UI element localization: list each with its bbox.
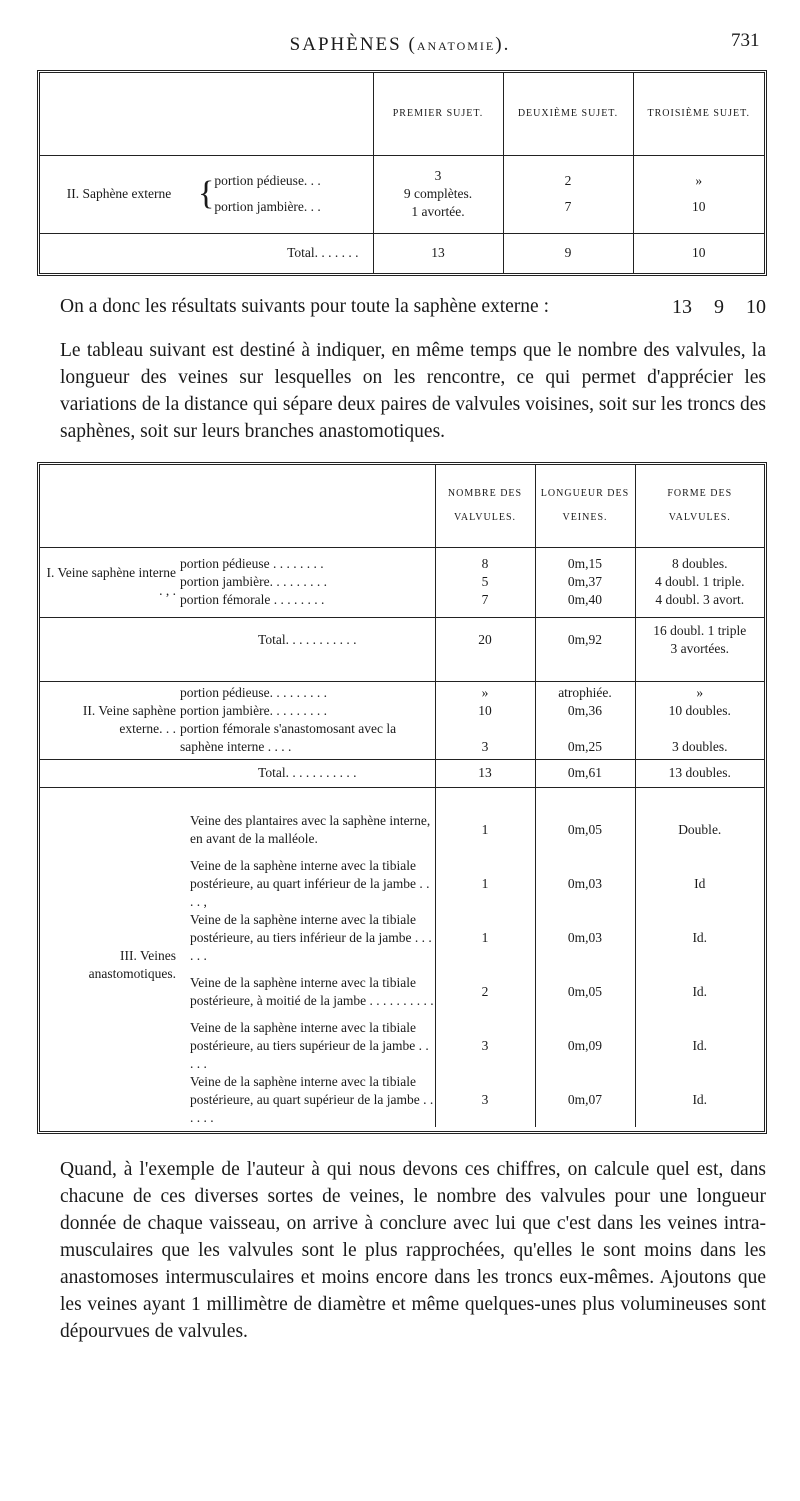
row-label: Veine de la saphène interne avec la tibiale postérieure, au quart supérieur de la jambe . . . . . . (190, 1074, 434, 1125)
result-value: 13 (672, 296, 692, 318)
table-cell (535, 547, 635, 617)
cell-value: » (481, 685, 489, 700)
table-cell (503, 155, 633, 233)
cell-value: atrophiée. (558, 685, 612, 700)
row-label: Veine de la saphène interne avec la tibiale postérieure, au tiers supérieur de la jambe . . . . . (190, 1020, 429, 1071)
page-number: 731 (731, 30, 760, 51)
cell-value: 5 (481, 574, 489, 589)
cell-value: Id. (635, 965, 764, 1019)
group-label-veines-anastomotiques: III. Veines anastomotiques. (88, 948, 176, 981)
cell-value: 1 avortée. (411, 204, 465, 219)
cell-value: 2 (564, 173, 572, 188)
cell-value: Id. (635, 1019, 764, 1073)
row-label: portion jambière. . . (214, 199, 321, 214)
cell-value: 8 (481, 556, 489, 571)
total-value: 13 doubles. (635, 759, 764, 787)
paragraph-intro: Le tableau suivant est destiné à indiquer, en même temps que le nombre des valvules, la longueur des veines sur lesquelles on les rencontre, ce qui permet d'apprécier les variations de la distance qui sépare deux paires de valvules voisines, soit sur les troncs des saphènes, soit sur leurs branches anastomotiques. (60, 340, 766, 442)
cell-value: Id. (635, 911, 764, 965)
cell-value: 10 doubles. (668, 703, 731, 718)
total-label: Total. . . . . . . . . . . (180, 617, 435, 663)
group-label-saphene-externe: II. Veine saphène externe. . . (40, 681, 180, 759)
cell-value: 0m,25 (567, 739, 603, 754)
column-header: FORME DES VALVULES. (635, 465, 764, 547)
column-header: LONGUEUR DES VEINES. (535, 465, 635, 547)
cell-value: 10 (478, 703, 492, 718)
cell-value: 3 (435, 1073, 535, 1127)
cell-value: 7 (481, 592, 489, 607)
total-form-line: 3 avortées. (670, 641, 729, 657)
table-cell (373, 155, 503, 233)
cell-value: 0m,03 (535, 857, 635, 911)
cell-value: 0m,37 (567, 574, 603, 589)
cell-value: 3 (434, 168, 442, 183)
total-value: 20 (435, 617, 535, 663)
table1-group-cell (40, 155, 373, 233)
paragraph-conclusion: Quand, à l'exemple de l'auteur à qui nous devons ces chiffres, on calcule quel est, dans chacune de ces diverses sortes de veines, le nombre des valvules pour une longueur donnée de chaque vaisseau, on arrive à conclure avec lui que c'est dans les veines intra-musculaires que les valvules sont le plus rapprochées, qu'elles le sont moins dans les anastomoses intermusculaires et moins encore dans les troncs eux-mêmes. Ajoutons que les veines ayant 1 millimètre de diamètre et même quelques-unes plus volumineuses sont dépourvues de valvules. (60, 1159, 766, 1342)
cell-value: Id (635, 857, 764, 911)
result-value: 10 (746, 296, 766, 318)
table-cell (635, 681, 764, 759)
total-value: 13 (435, 759, 535, 787)
cell-value: 4 doubl. 3 avort. (655, 592, 745, 607)
row-label: Veine des plantaires avec la saphène interne, en avant de la malléole. (190, 813, 431, 846)
cell-value: 4 doubl. 1 triple. (654, 574, 745, 589)
group2-rows (180, 681, 435, 759)
total-value: 13 (373, 233, 503, 273)
cell-value: 1 (435, 803, 535, 857)
cell-value: 9 complètes. (403, 186, 473, 201)
result-value: 9 (714, 296, 724, 318)
table-cell (633, 155, 764, 233)
group1-rows (180, 547, 435, 617)
header-title-small: ANATOMIE (416, 39, 496, 53)
cell-value: Double. (635, 803, 764, 857)
column-header: DEUXIÈME SUJET. (503, 73, 633, 155)
group-label-saphene-interne: I. Veine saphène interne . , . (40, 547, 180, 617)
header-title-end: ). (495, 34, 511, 55)
table-cell (435, 547, 535, 617)
cell-value: 0m,40 (567, 592, 603, 607)
total-value: 10 (633, 233, 764, 273)
cell-value: 3 (435, 1019, 535, 1073)
row-label: portion fémorale s'anastomosant avec la saphène interne . . . . (180, 721, 397, 754)
results-text: On a donc les résultats suivants pour toute la saphène externe : (60, 296, 549, 317)
cell-value: 1 (435, 911, 535, 965)
table-cell (635, 547, 764, 617)
cell-value: 0m,05 (535, 803, 635, 857)
cell-value: 0m,07 (535, 1073, 635, 1127)
row-label: portion pédieuse . . . . . . . . (180, 556, 324, 571)
total-label: Total. . . . . . . . . . . (180, 759, 435, 787)
total-value: 9 (503, 233, 633, 273)
column-header: NOMBRE DES VALVULES. (435, 465, 535, 547)
cell-value: 3 (481, 739, 489, 754)
page-header (0, 34, 800, 56)
cell-value: 0m,36 (567, 703, 603, 718)
table-valves-and-lengths (37, 462, 767, 1134)
row-label: Veine de la saphène interne avec la tibiale postérieure, au quart inférieur de la jambe . . . . , (190, 858, 430, 909)
table-cell (535, 681, 635, 759)
cell-value: » (696, 685, 704, 700)
row-label: Veine de la saphène interne avec la tibiale postérieure, au tiers inférieur de la jambe . . . . . . (190, 912, 432, 963)
cell-value: Id. (635, 1073, 764, 1127)
cell-value: 2 (435, 965, 535, 1019)
total-label: Total. . . . . . . (40, 233, 373, 273)
cell-value: 7 (564, 199, 572, 214)
row-label: portion pédieuse. . . . . . . . . (180, 685, 327, 700)
cell-value: 0m,03 (535, 911, 635, 965)
column-header: PREMIER SUJET. (373, 73, 503, 155)
row-label: portion fémorale . . . . . . . . (180, 592, 325, 607)
row-label: portion jambière. . . . . . . . . (180, 574, 327, 589)
row-label: portion pédieuse. . . (214, 173, 321, 188)
table-cell (435, 681, 535, 759)
group-label: II. Saphène externe (66, 186, 172, 201)
total-value (635, 617, 764, 663)
brace-icon: { (198, 175, 215, 212)
cell-value: 0m,15 (567, 556, 603, 571)
total-value: 0m,92 (535, 617, 635, 663)
row-label: portion jambière. . . . . . . . . (180, 703, 327, 718)
cell-value: 0m,09 (535, 1019, 635, 1073)
header-title-main: SAPHÈNES ( (289, 34, 417, 55)
cell-value: » (695, 173, 703, 188)
cell-value: 1 (435, 857, 535, 911)
table1-blank-header (40, 73, 373, 155)
total-value: 0m,61 (535, 759, 635, 787)
row-label: Veine de la saphène interne avec la tibiale postérieure, à moitié de la jambe . . . . . . . . . . (190, 975, 434, 1008)
table-saphene-externe-by-subject (37, 70, 767, 276)
results-line (60, 296, 766, 318)
cell-value: 3 doubles. (672, 739, 728, 754)
table2-blank-header (40, 465, 435, 547)
cell-value: 10 (692, 199, 706, 214)
cell-value: 8 doubles. (672, 556, 728, 571)
total-form-line: 16 doubl. 1 triple (653, 623, 747, 639)
column-header: TROISIÈME SUJET. (633, 73, 764, 155)
cell-value: 0m,05 (535, 965, 635, 1019)
results-values (650, 296, 766, 319)
